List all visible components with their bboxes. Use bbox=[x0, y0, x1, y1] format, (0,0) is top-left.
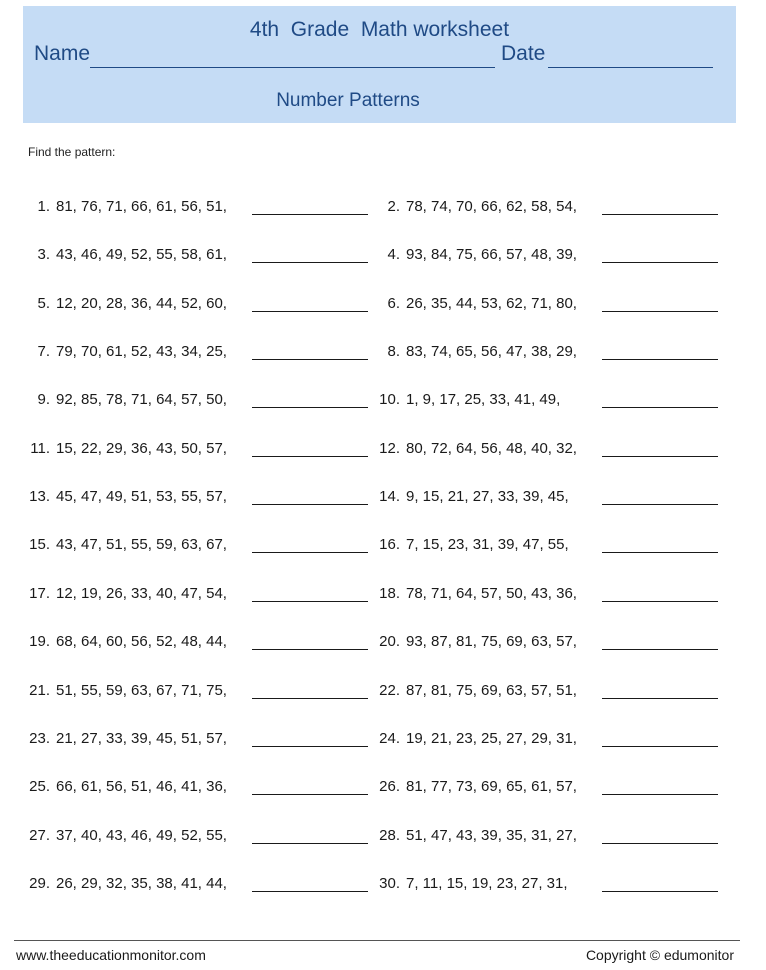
problem-sequence: 93, 84, 75, 66, 57, 48, 39, bbox=[406, 246, 577, 264]
problem-item bbox=[22, 682, 372, 706]
answer-blank[interactable] bbox=[252, 214, 368, 215]
answer-blank[interactable] bbox=[602, 552, 718, 553]
problem-item bbox=[372, 488, 722, 512]
problem-sequence: 78, 71, 64, 57, 50, 43, 36, bbox=[406, 584, 577, 602]
answer-blank[interactable] bbox=[602, 843, 718, 844]
problem-sequence: 12, 20, 28, 36, 44, 52, 60, bbox=[56, 294, 227, 312]
problem-number: 11. bbox=[30, 439, 50, 457]
problem-number: 1. bbox=[37, 198, 50, 215]
answer-blank[interactable] bbox=[252, 311, 368, 312]
problem-sequence: 81, 76, 71, 66, 61, 56, 51, bbox=[56, 198, 227, 215]
problem-sequence: 43, 46, 49, 52, 55, 58, 61, bbox=[56, 246, 227, 264]
problem-item bbox=[372, 198, 722, 222]
problem-sequence: 51, 55, 59, 63, 67, 71, 75, bbox=[56, 681, 227, 699]
answer-blank[interactable] bbox=[602, 601, 718, 602]
problem-number: 14. bbox=[379, 488, 400, 506]
problem-number: 4. bbox=[387, 246, 400, 264]
problem-number: 8. bbox=[387, 343, 400, 361]
problem-number: 27. bbox=[29, 826, 50, 844]
answer-blank[interactable] bbox=[252, 407, 368, 408]
answer-blank[interactable] bbox=[252, 746, 368, 747]
problem-sequence: 7, 15, 23, 31, 39, 47, 55, bbox=[406, 536, 569, 554]
footer-copyright: Copyright © edumonitor bbox=[585, 947, 734, 963]
problem-item bbox=[372, 778, 722, 802]
problem-item bbox=[22, 198, 372, 222]
problem-sequence: 19, 21, 23, 25, 27, 29, 31, bbox=[406, 729, 577, 747]
problem-number: 6. bbox=[387, 294, 400, 312]
problem-sequence: 1, 9, 17, 25, 33, 41, 49, bbox=[406, 391, 561, 409]
problem-item bbox=[372, 585, 722, 609]
answer-blank[interactable] bbox=[602, 504, 718, 505]
problem-sequence: 45, 47, 49, 51, 53, 55, 57, bbox=[56, 488, 227, 506]
answer-blank[interactable] bbox=[252, 552, 368, 553]
problem-item bbox=[22, 827, 372, 851]
problem-number: 3. bbox=[37, 246, 50, 264]
date-label: Date bbox=[501, 42, 546, 65]
problem-item bbox=[372, 343, 722, 367]
instructions-text: Find the pattern: bbox=[28, 145, 116, 159]
problem-number: 29. bbox=[29, 874, 50, 892]
answer-blank[interactable] bbox=[602, 456, 718, 457]
problem-item bbox=[372, 682, 722, 706]
answer-blank[interactable] bbox=[602, 359, 718, 360]
problem-number: 5. bbox=[37, 294, 50, 312]
answer-blank[interactable] bbox=[602, 794, 718, 795]
problem-sequence: 92, 85, 78, 71, 64, 57, 50, bbox=[56, 391, 227, 409]
problem-sequence: 66, 61, 56, 51, 46, 41, 36, bbox=[56, 778, 227, 796]
problem-item bbox=[22, 585, 372, 609]
problem-number: 13. bbox=[29, 488, 50, 506]
problem-item bbox=[372, 246, 722, 270]
answer-blank[interactable] bbox=[252, 794, 368, 795]
problem-sequence: 79, 70, 61, 52, 43, 34, 25, bbox=[56, 343, 227, 361]
problem-sequence: 21, 27, 33, 39, 45, 51, 57, bbox=[56, 729, 227, 747]
problem-number: 25. bbox=[29, 778, 50, 796]
problem-item bbox=[22, 633, 372, 657]
answer-blank[interactable] bbox=[252, 262, 368, 263]
answer-blank[interactable] bbox=[252, 649, 368, 650]
problem-sequence: 26, 35, 44, 53, 62, 71, 80, bbox=[406, 294, 577, 312]
problem-item bbox=[22, 391, 372, 415]
problem-number: 22. bbox=[379, 681, 400, 699]
problem-sequence: 80, 72, 64, 56, 48, 40, 32, bbox=[406, 439, 577, 457]
problem-number: 10. bbox=[379, 391, 400, 409]
problem-item bbox=[22, 295, 372, 319]
answer-blank[interactable] bbox=[602, 649, 718, 650]
problem-item bbox=[372, 440, 722, 464]
problem-sequence: 12, 19, 26, 33, 40, 47, 54, bbox=[56, 584, 227, 602]
problem-number: 24. bbox=[379, 729, 400, 747]
problem-number: 9. bbox=[37, 391, 50, 409]
name-label: Name bbox=[34, 42, 91, 65]
problem-sequence: 9, 15, 21, 27, 33, 39, 45, bbox=[406, 488, 569, 506]
problem-item bbox=[22, 246, 372, 270]
footer-website: www.theeducationmonitor.com bbox=[16, 947, 206, 963]
answer-blank[interactable] bbox=[252, 843, 368, 844]
problem-sequence: 78, 74, 70, 66, 62, 58, 54, bbox=[406, 198, 577, 215]
problem-number: 19. bbox=[29, 633, 50, 651]
problem-item bbox=[22, 778, 372, 802]
problem-sequence: 15, 22, 29, 36, 43, 50, 57, bbox=[56, 439, 227, 457]
answer-blank[interactable] bbox=[252, 698, 368, 699]
problem-item bbox=[22, 730, 372, 754]
problem-number: 23. bbox=[29, 729, 50, 747]
problem-item bbox=[372, 827, 722, 851]
problem-sequence: 43, 47, 51, 55, 59, 63, 67, bbox=[56, 536, 227, 554]
answer-blank[interactable] bbox=[602, 214, 718, 215]
problem-sequence: 37, 40, 43, 46, 49, 52, 55, bbox=[56, 826, 227, 844]
problem-number: 17. bbox=[29, 584, 50, 602]
problem-number: 28. bbox=[379, 826, 400, 844]
problem-sequence: 87, 81, 75, 69, 63, 57, 51, bbox=[406, 681, 577, 699]
problem-number: 18. bbox=[379, 584, 400, 602]
problem-item bbox=[22, 875, 372, 899]
problem-number: 15. bbox=[29, 536, 50, 554]
footer-divider bbox=[14, 940, 740, 941]
answer-blank[interactable] bbox=[252, 456, 368, 457]
problem-item bbox=[372, 730, 722, 754]
worksheet-title: 4th Grade Math worksheet bbox=[249, 18, 510, 41]
problem-item bbox=[372, 875, 722, 899]
problem-sequence: 81, 77, 73, 69, 65, 61, 57, bbox=[406, 778, 577, 796]
answer-blank[interactable] bbox=[602, 891, 718, 892]
problem-number: 16. bbox=[379, 536, 400, 554]
answer-blank[interactable] bbox=[252, 601, 368, 602]
problem-number: 7. bbox=[37, 343, 50, 361]
answer-blank[interactable] bbox=[252, 359, 368, 360]
worksheet-subtitle: Number Patterns bbox=[276, 90, 420, 111]
problem-item bbox=[372, 536, 722, 560]
problem-item bbox=[22, 440, 372, 464]
problem-sequence: 93, 87, 81, 75, 69, 63, 57, bbox=[406, 633, 577, 651]
answer-blank[interactable] bbox=[602, 311, 718, 312]
problem-sequence: 51, 47, 43, 39, 35, 31, 27, bbox=[406, 826, 577, 844]
answer-blank[interactable] bbox=[252, 891, 368, 892]
problem-number: 21. bbox=[29, 681, 50, 699]
problem-sequence: 26, 29, 32, 35, 38, 41, 44, bbox=[56, 874, 227, 892]
problem-item bbox=[372, 295, 722, 319]
problem-item bbox=[372, 633, 722, 657]
problem-number: 26. bbox=[379, 778, 400, 796]
problem-number: 2. bbox=[387, 198, 400, 215]
problem-sequence: 83, 74, 65, 56, 47, 38, 29, bbox=[406, 343, 577, 361]
problem-item bbox=[22, 343, 372, 367]
answer-blank[interactable] bbox=[602, 746, 718, 747]
answer-blank[interactable] bbox=[602, 262, 718, 263]
problem-number: 12. bbox=[379, 439, 400, 457]
answer-blank[interactable] bbox=[602, 698, 718, 699]
problem-number: 20. bbox=[379, 633, 400, 651]
problem-number: 30. bbox=[379, 874, 400, 892]
problem-item bbox=[22, 488, 372, 512]
problem-item bbox=[372, 391, 722, 415]
problem-sequence: 68, 64, 60, 56, 52, 48, 44, bbox=[56, 633, 227, 651]
answer-blank[interactable] bbox=[252, 504, 368, 505]
problem-sequence: 7, 11, 15, 19, 23, 27, 31, bbox=[406, 874, 568, 892]
problem-item bbox=[22, 536, 372, 560]
answer-blank[interactable] bbox=[602, 407, 718, 408]
